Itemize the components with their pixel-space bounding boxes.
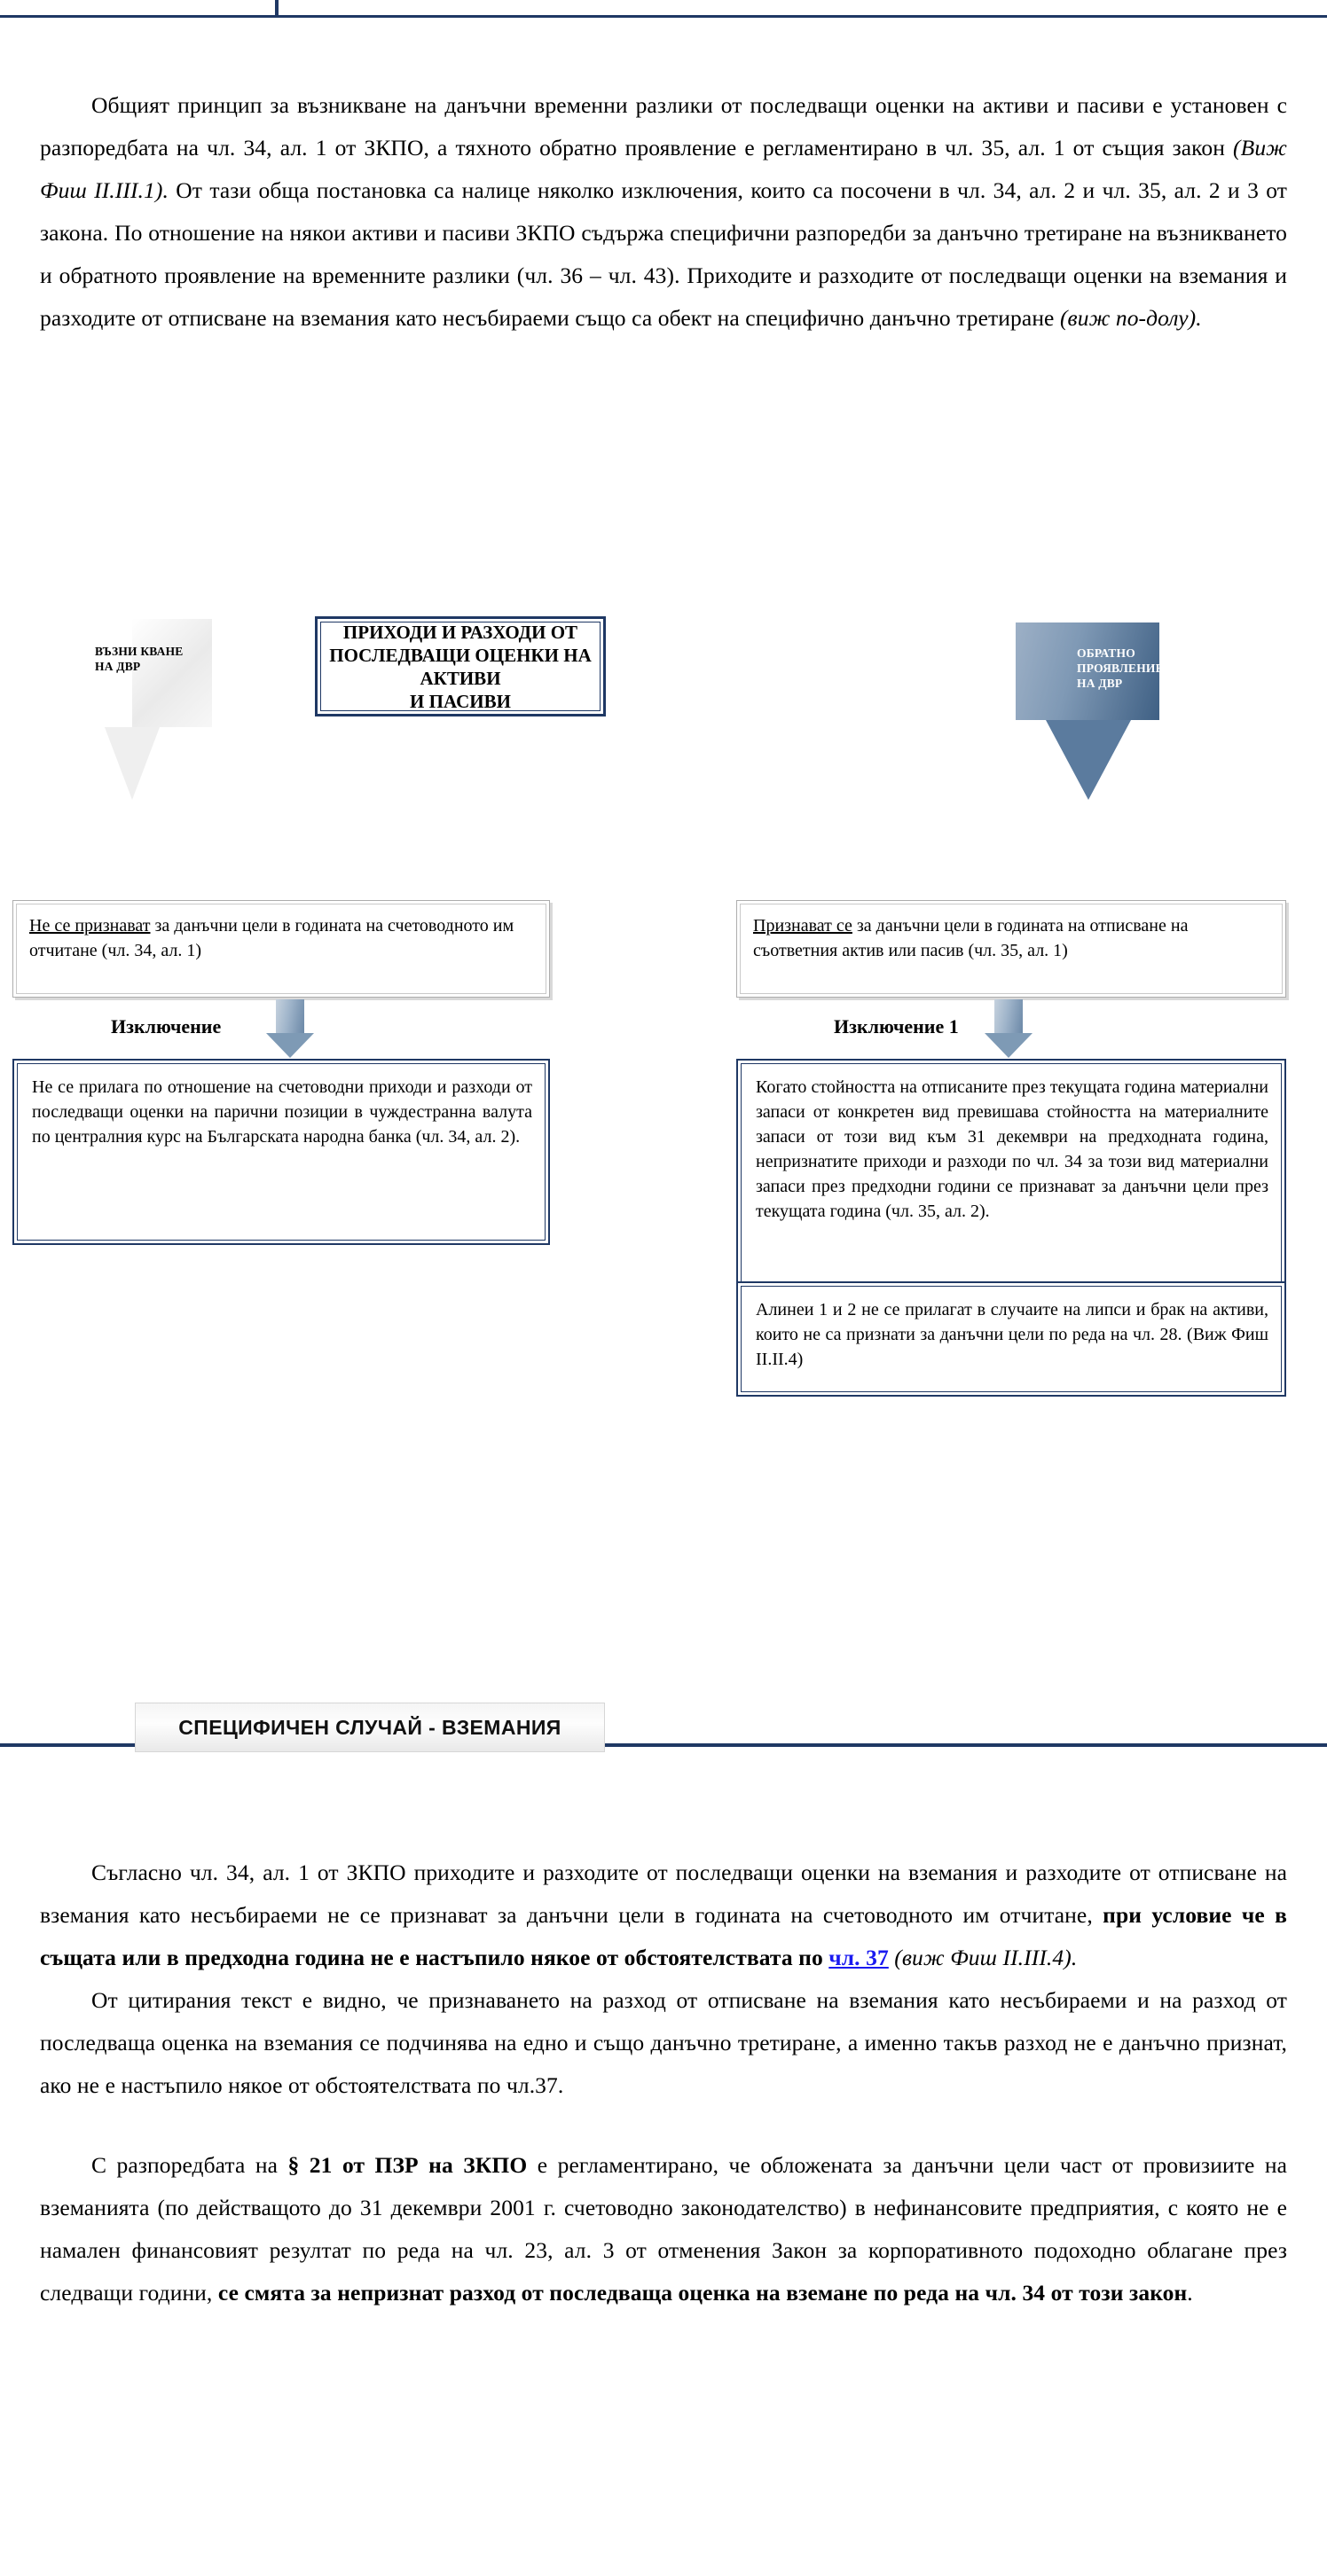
intro-paragraph (40, 84, 1287, 340)
right-exception2-box (736, 1281, 1286, 1397)
arrow-origination-label: ВЪЗНИ КВАНЕ НА ДВР (95, 645, 184, 673)
arrow-reversal-label: ОБРАТНО ПРОЯВЛЕНИЕ НА ДВР (1077, 646, 1164, 690)
left-exception-text: Не се прилага по отношение на счетоводни приходи и разходи от последващи оценки на парични позиции в чуждестранна валута по централния курс на Българската народна банка (чл. 34, ал. 2). (32, 1077, 532, 1147)
down-arrow-head-icon (105, 727, 160, 800)
right-exception2-text: Алинеи 1 и 2 не се прилагат в случаите на липси и брак на активи, които не са признати за данъчни цели по реда на чл. 28. (Виж Фиш II.II.4) (756, 1300, 1268, 1369)
left-result-box-inner (16, 904, 546, 994)
p2-p3-bold1: § 21 от ПЗР на ЗКПО (287, 2152, 528, 2178)
diagram-title-line1: ПРИХОДИ И РАЗХОДИ ОТ (342, 621, 578, 643)
connector-arrow-right-1 (985, 999, 1033, 1060)
section-banner-title: СПЕЦИФИЧЕН СЛУЧАЙ - ВЗЕМАНИЯ (178, 1715, 561, 1739)
p2-p3-part3: . (1187, 2280, 1193, 2306)
p2-p3-part1: С разпоредбата на (91, 2152, 288, 2178)
right-result-rest: за данъчни цели в годината на отписване на съответния актив или пасив (чл. 35, ал. 1) (753, 916, 1189, 960)
left-result-box (12, 900, 550, 998)
page2-paragraph-3 (40, 2144, 1287, 2314)
right-result-box (736, 900, 1286, 998)
section-banner (135, 1703, 605, 1752)
p2-p1-part1: Съгласно чл. 34, ал. 1 от ЗКПО приходите и разходите от последващи оценки на вземания и разходите от отписване на вземания като несъбираеми не се признават за данъчни цели в годината на счетоводното им отчитане, (40, 1860, 1287, 1928)
connector-arrow-left (266, 999, 314, 1060)
right-exception1-text: Когато стойността на отписаните през текущата година материални запаси от конкретен вид превишава стойността на материалните запаси от този вид към 31 декември на предходната година, непризнатите приходи и разходи по чл. 34 за този вид материални запаси през предходни години се признават за данъчни цели през текущата година (чл. 35, ал. 2). (756, 1077, 1268, 1221)
intro-text-part2: От тази обща постановка са налице няколко изключения, които са посочени в чл. 34, ал. 2 и чл. 35, ал. 2 и 3 от закона. По отношение на някои активи и пасиви ЗКПО съдържа специфични разпоредби за данъчно третиране на възникването и обратното проявление на временните разлики (чл. 36 – чл. 43). Приходите и разходите от последващи оценки на вземания и разходите от отписване на вземания като несъбираеми също са обект на специфично данъчно третиране (40, 177, 1288, 331)
down-arrow-head-icon (985, 1033, 1033, 1058)
page-header-rule (0, 0, 1327, 20)
diagram-title-line2: ПОСЛЕДВАЩИ ОЦЕНКИ НА АКТИВИ (329, 644, 592, 689)
p2-p1-bold: при условие че в същата или в предходна година не е настъпило някое от обстоятелствата по (40, 1902, 1287, 1970)
down-arrow-head-icon (1046, 720, 1131, 800)
p2-p3-part2: е регламентирано, че обложената за данъчни цели част от провизиите на вземанията (по действащото до 31 декември 2001 г. счетоводно законодателство) в нефинансовите предприятия, с която не е намален финансовият резултат по реда на чл. 23, ал. 3 от отменения Закон за корпоративното подоходно облагане през следващи години, (40, 2152, 1287, 2306)
diagram-title-line3: И ПАСИВИ (410, 690, 511, 712)
left-exception-label: Изключение (111, 1015, 222, 1037)
down-arrow-head-icon (266, 1033, 314, 1058)
p2-p1-reference: (виж Фиш II.III.4). (888, 1945, 1078, 1970)
right-exception2-box-inner (741, 1286, 1282, 1392)
header-vertical-tick (275, 0, 279, 18)
page2-paragraph-2: От цитирания текст е видно, че признаването на разход от отписване на вземания като несъбираеми и на разход от последваща оценка на вземания се подчинява на едно и също данъчно третиране, а именно такъв разход не е данъчно признат, ако не е настъпило някое от обстоятелствата по чл.37. (40, 1987, 1287, 2098)
intro-paragraph-block (40, 84, 1287, 340)
right-exception1-box (736, 1059, 1286, 1303)
page2-paragraph-1 (40, 1852, 1287, 1979)
right-exception1-label: Изключение 1 (834, 1015, 959, 1037)
left-result-underlined: Не се признават (29, 916, 151, 936)
down-arrow-icon (994, 999, 1023, 1033)
intro-text-part1: Общият принцип за възникване на данъчни временни разлики от последващи оценки на активи и пасиви е установен с разпоредбата на чл. 34, ал. 1 от ЗКПО, а тяхното обратно проявление е регламентирано в чл. 35, ал. 1 от същия закон (40, 92, 1287, 161)
left-exception-box-inner (17, 1063, 546, 1241)
arrow-reversal-dvr (1016, 622, 1202, 840)
diagram-title-box-inner (320, 622, 601, 711)
right-result-box-inner (740, 904, 1283, 994)
article-37-link[interactable]: чл. 37 (828, 1945, 889, 1970)
right-result-underlined: Признават се (753, 916, 852, 936)
right-result-text (753, 913, 1271, 963)
intro-reference-2: (виж по-долу). (1059, 305, 1202, 331)
header-horizontal-line (0, 15, 1327, 18)
left-result-rest: за данъчни цели в годината на счетоводното им отчитане (чл. 34, ал. 1) (29, 916, 514, 960)
p2-p3-bold2: се смята за непризнат разход от последваща оценка на вземане по реда на чл. 34 от този закон (217, 2280, 1188, 2306)
left-exception-box (12, 1059, 550, 1245)
page2-text-block (40, 1852, 1287, 2314)
flow-diagram (0, 612, 1327, 1738)
left-result-text (29, 913, 535, 963)
right-exception1-box-inner (741, 1063, 1282, 1298)
arrow-origination-dvr (93, 619, 213, 796)
down-arrow-icon (276, 999, 304, 1033)
diagram-title-box (315, 616, 606, 716)
diagram-title-text (321, 621, 600, 713)
intro-reference-1: (Виж Фиш II.III.1). (40, 135, 1287, 203)
